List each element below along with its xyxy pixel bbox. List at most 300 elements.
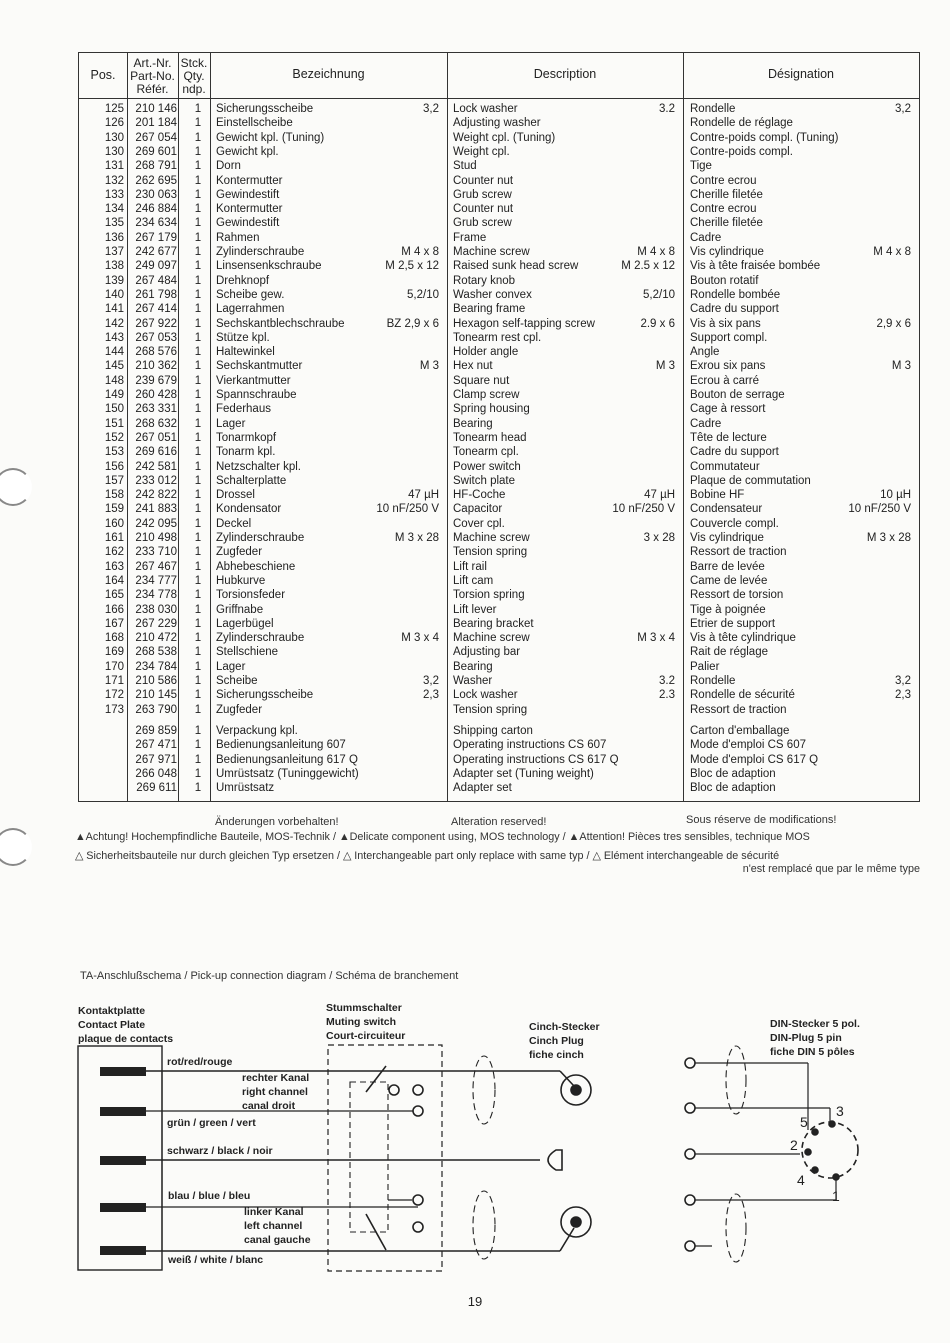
cell-fr: Ecrou à carré — [690, 374, 760, 387]
cell-pos: 144 — [104, 346, 124, 359]
cell-art: 266 048 — [135, 767, 177, 780]
cell-qty: 1 — [194, 417, 202, 430]
safety-note: △ Sicherheitsbauteile nur durch gleichen Typ ersetzen / △ Interchangeable part only replace with same typ / △ Elément interchangeable de sécurité — [75, 850, 780, 862]
cell-de: Federhaus — [216, 403, 271, 416]
cell-art: 210 586 — [135, 675, 177, 687]
cell-frv: 2,3 — [895, 689, 911, 702]
cell-en: Lift rail — [453, 560, 487, 573]
cell-pos: 126 — [104, 117, 124, 130]
cell-art: 267 471 — [135, 739, 177, 752]
cell-env: 3.2 — [659, 675, 675, 687]
contact-4 — [100, 1203, 146, 1212]
cell-fr: Rondelle bombée — [690, 288, 781, 301]
cell-art: 263 331 — [135, 403, 177, 416]
cell-frv: 2,9 x 6 — [876, 317, 911, 330]
cell-pos: 165 — [104, 589, 124, 602]
cell-en: Raised sunk head screw — [453, 260, 579, 273]
cell-qty: 1 — [194, 174, 202, 187]
din-socket — [802, 1122, 858, 1178]
cell-pos: 157 — [104, 474, 124, 487]
table-row — [79, 102, 919, 116]
cell-en: Bearing frame — [453, 303, 526, 316]
cell-art: 268 632 — [135, 417, 177, 430]
cell-frv: 10 µH — [880, 489, 911, 502]
din-pin-4: 4 — [797, 1172, 805, 1188]
cell-pos: 161 — [104, 532, 124, 544]
cell-de: Zylinderschraube — [216, 246, 305, 258]
cell-art: 242 581 — [135, 460, 177, 473]
wire-black-label: schwarz / black / noir — [167, 1145, 273, 1157]
cell-en: Square nut — [453, 374, 510, 387]
cell-fr: Couvercle compl. — [690, 517, 779, 530]
cell-frv: M 3 x 28 — [866, 532, 911, 544]
cell-fr: Cadre du support — [690, 446, 779, 459]
cell-fr: Vis à six pans — [690, 317, 761, 330]
cinch-right — [561, 1075, 591, 1105]
cell-art: 268 538 — [135, 646, 177, 659]
cell-pos: 135 — [104, 217, 124, 230]
table-row — [79, 531, 919, 545]
cell-fr: Condensateur — [690, 503, 763, 516]
cell-art: 261 798 — [135, 288, 177, 301]
cell-de: Umrüstsatz (Tuninggewicht) — [216, 767, 359, 780]
cell-fr: Contre-poids compl. — [690, 145, 793, 158]
cell-qty: 1 — [194, 632, 202, 645]
cell-art: 267 179 — [135, 231, 177, 244]
contact-plate-box — [78, 1046, 162, 1270]
din-pin-3: 3 — [836, 1103, 844, 1119]
contact-5 — [100, 1246, 146, 1255]
page-number: 19 — [467, 1294, 483, 1309]
cell-art: 262 695 — [135, 174, 177, 187]
cell-qty: 1 — [194, 660, 202, 673]
cell-qty: 1 — [194, 446, 202, 459]
cell-qty: 1 — [194, 503, 202, 516]
cell-dev: BZ 2,9 x 6 — [386, 317, 439, 330]
cell-en: Counter nut — [453, 203, 514, 216]
table-row — [79, 317, 919, 331]
cell-de: Zylinderschraube — [216, 532, 305, 544]
cell-qty: 1 — [194, 188, 202, 201]
table-row — [79, 703, 919, 717]
left-channel-label: linker Kanal left channel canal gauche — [244, 1206, 311, 1246]
cell-env: M 3 — [655, 360, 675, 373]
ground-plug — [548, 1150, 562, 1170]
cell-de: Tonarmkopf — [216, 431, 277, 444]
cell-art: 230 063 — [135, 188, 177, 201]
table-row — [79, 460, 919, 474]
contact-1 — [100, 1067, 146, 1076]
cell-frv: 10 nF/250 V — [848, 503, 911, 516]
cell-de: Vierkantmutter — [216, 374, 291, 387]
cell-pos: 131 — [104, 160, 124, 173]
contact-2 — [100, 1107, 146, 1116]
cell-en: Washer convex — [453, 288, 532, 301]
cell-pos: 171 — [104, 675, 124, 687]
cell-fr: Bobine HF — [690, 489, 745, 502]
contact-3 — [100, 1156, 146, 1165]
cell-de: Lager — [216, 417, 246, 430]
cell-de: Sicherungsscheibe — [216, 689, 314, 702]
cell-en: Tonearm head — [453, 431, 527, 444]
cell-pos: 162 — [104, 546, 124, 559]
cell-de: Deckel — [216, 517, 252, 530]
cell-en: Rotary knob — [453, 274, 516, 287]
cell-env: 10 nF/250 V — [612, 503, 675, 516]
cell-art: 210 145 — [135, 689, 177, 702]
table-row — [79, 674, 919, 688]
cell-pos: 172 — [104, 689, 124, 702]
cell-qty: 1 — [194, 246, 202, 258]
cell-en: Switch plate — [453, 474, 516, 487]
cell-de: Drossel — [216, 489, 255, 502]
cell-fr: Rondelle de sécurité — [690, 689, 795, 702]
table-row — [79, 603, 919, 617]
cell-fr: Vis cylindrique — [690, 532, 764, 544]
cell-de: Scheibe — [216, 675, 258, 687]
cell-pos: 158 — [104, 489, 124, 502]
cell-de: Abhebeschiene — [216, 560, 296, 573]
punch-hole-top — [0, 468, 32, 506]
cell-fr: Cadre — [690, 231, 722, 244]
cell-fr: Cherille filetée — [690, 217, 763, 230]
cell-art: 201 184 — [135, 117, 177, 130]
cell-art: 267 051 — [135, 431, 177, 444]
cell-de: Netzschalter kpl. — [216, 460, 302, 473]
cell-en: Lift lever — [453, 603, 497, 616]
table-row — [79, 245, 919, 259]
cell-dev: 10 nF/250 V — [376, 503, 439, 516]
cell-qty: 1 — [194, 703, 202, 716]
cell-de: Haltewinkel — [216, 346, 275, 359]
cell-qty: 1 — [194, 560, 202, 573]
cinch-plug-label: Cinch-Stecker Cinch Plug fiche cinch — [529, 1021, 600, 1061]
cell-art: 267 484 — [135, 274, 177, 287]
cell-de: Gewicht kpl. — [216, 145, 279, 158]
cell-pos: 152 — [104, 431, 124, 444]
cell-de: Rahmen — [216, 231, 260, 244]
cell-qty: 1 — [194, 675, 202, 687]
table-row — [79, 767, 919, 781]
cell-fr: Cherille filetée — [690, 188, 763, 201]
cell-fr: Tête de lecture — [690, 431, 767, 444]
cell-qty: 1 — [194, 589, 202, 602]
cell-fr: Contre-poids compl. (Tuning) — [690, 131, 839, 144]
table-row — [79, 545, 919, 559]
cell-en: Grub screw — [453, 217, 512, 230]
cell-qty: 1 — [194, 374, 202, 387]
cell-art: 210 472 — [135, 632, 177, 645]
cell-qty: 1 — [194, 460, 202, 473]
cell-art: 238 030 — [135, 603, 177, 616]
cell-qty: 1 — [194, 317, 202, 330]
table-row — [79, 517, 919, 531]
cell-de: Sechskantmutter — [216, 360, 303, 373]
cell-pos: 143 — [104, 331, 124, 344]
cell-pos: 163 — [104, 560, 124, 573]
cell-en: Frame — [453, 231, 487, 244]
table-row — [79, 288, 919, 302]
table-row — [79, 631, 919, 645]
table-row — [79, 474, 919, 488]
cell-en: Adjusting bar — [453, 646, 521, 659]
cell-de: Gewindestift — [216, 188, 280, 201]
table-row — [79, 259, 919, 273]
cell-en: Machine screw — [453, 246, 530, 258]
cell-pos: 167 — [104, 617, 124, 630]
cell-art: 242 095 — [135, 517, 177, 530]
cell-pos: 130 — [104, 145, 124, 158]
cell-en: Operating instructions CS 607 — [453, 739, 607, 752]
cell-pos: 168 — [104, 632, 124, 645]
cell-qty: 1 — [194, 753, 202, 766]
cell-env: 3.2 — [659, 103, 675, 115]
diagram-title: TA-Anschlußschema / Pick-up connection diagram / Schéma de branchement — [80, 970, 459, 982]
cell-qty: 1 — [194, 288, 202, 301]
cell-pos: 149 — [104, 389, 124, 401]
punch-hole-bottom — [0, 828, 32, 866]
cell-de: Verpackung kpl. — [216, 725, 298, 737]
cell-art: 267 922 — [135, 317, 177, 330]
cell-qty: 1 — [194, 489, 202, 502]
cell-qty: 1 — [194, 274, 202, 287]
cell-fr: Bloc de adaption — [690, 767, 776, 780]
cell-env: M 3 x 4 — [637, 632, 675, 645]
cell-fr: Bouton de serrage — [690, 389, 785, 401]
cell-en: Weight cpl. — [453, 145, 510, 158]
cell-qty: 1 — [194, 517, 202, 530]
cell-de: Drehknopf — [216, 274, 270, 287]
cell-en: Lift cam — [453, 574, 494, 587]
cell-art: 268 576 — [135, 346, 177, 359]
cell-dev: M 3 x 28 — [394, 532, 439, 544]
table-row — [79, 216, 919, 230]
cell-fr: Rondelle — [690, 675, 736, 687]
cell-en: Tension spring — [453, 703, 528, 716]
cell-env: 5,2/10 — [643, 288, 675, 301]
cell-en: Tonearm cpl. — [453, 446, 519, 459]
cell-en: Machine screw — [453, 632, 530, 645]
cell-art: 239 679 — [135, 374, 177, 387]
cell-en: Adapter set — [453, 782, 512, 795]
cell-dev: 47 µH — [408, 489, 439, 502]
cell-art: 269 611 — [136, 782, 177, 795]
cell-de: Tonarm kpl. — [216, 446, 276, 459]
cell-fr: Bloc de adaption — [690, 782, 776, 795]
safety-note-cont: n'est remplacé que par le même type — [742, 863, 920, 875]
cell-art: 269 601 — [135, 145, 177, 158]
cell-fr: Mode d'emploi CS 617 Q — [690, 753, 819, 766]
table-row — [79, 574, 919, 588]
cell-dev: 3,2 — [423, 675, 439, 687]
cell-fr: Barre de levée — [690, 560, 765, 573]
cell-de: Lager — [216, 660, 246, 673]
cell-de: Sechskantblechschraube — [216, 317, 345, 330]
cell-fr: Tige à poignée — [690, 603, 766, 616]
cell-env: M 2.5 x 12 — [621, 260, 675, 273]
cell-en: Tonearm rest cpl. — [453, 331, 542, 344]
cell-art: 242 822 — [135, 489, 177, 502]
cell-en: Torsion spring — [453, 589, 525, 602]
cell-en: Adapter set (Tuning weight) — [453, 767, 594, 780]
cell-pos: 156 — [104, 460, 124, 473]
cell-de: Einstellscheibe — [216, 117, 293, 130]
table-row — [79, 488, 919, 502]
cell-fr: Ressort de torsion — [690, 589, 784, 602]
table-row — [79, 645, 919, 659]
table-row — [79, 159, 919, 173]
table-row — [79, 738, 919, 752]
cell-qty: 1 — [194, 160, 202, 173]
cell-fr: Came de levée — [690, 574, 768, 587]
cell-en: Tension spring — [453, 546, 528, 559]
cell-qty: 1 — [194, 646, 202, 659]
cell-qty: 1 — [194, 303, 202, 316]
table-row — [79, 359, 919, 373]
cell-fr: Cage à ressort — [690, 403, 766, 416]
table-row — [79, 188, 919, 202]
cell-pos: 170 — [104, 660, 124, 673]
din-pin-1: 1 — [832, 1188, 840, 1204]
cell-qty: 1 — [194, 346, 202, 359]
table-row — [79, 431, 919, 445]
table-row — [79, 202, 919, 216]
cell-qty: 1 — [194, 389, 202, 401]
cell-en: Lock washer — [453, 103, 518, 115]
cell-fr: Bouton rotatif — [690, 274, 759, 287]
cell-art: 267 054 — [135, 131, 177, 144]
cell-de: Sicherungsscheibe — [216, 103, 314, 115]
cell-en: Capacitor — [453, 503, 503, 516]
cell-pos: 141 — [104, 303, 124, 316]
cell-fr: Rondelle de réglage — [690, 117, 793, 130]
cell-frv: 3,2 — [895, 103, 911, 115]
cell-pos: 150 — [104, 403, 124, 416]
cell-pos: 132 — [104, 174, 124, 187]
cell-art: 210 146 — [135, 103, 177, 115]
cell-fr: Vis à tête fraisée bombée — [690, 260, 821, 273]
table-row — [79, 345, 919, 359]
wire-white-label: weiß / white / blanc — [168, 1254, 264, 1266]
cell-frv: M 3 — [891, 360, 911, 373]
cell-de: Zylinderschraube — [216, 632, 305, 645]
cell-en: Grub screw — [453, 188, 512, 201]
cell-de: Lagerrahmen — [216, 303, 285, 316]
din-plug-label: DIN-Stecker 5 pol. DIN-Plug 5 pin fiche DIN 5 pôles — [770, 1018, 860, 1058]
cell-fr: Palier — [690, 660, 720, 673]
cell-pos: 164 — [104, 574, 124, 587]
header-pos: Pos. — [90, 68, 116, 82]
cell-en: Adjusting washer — [453, 117, 541, 130]
cell-de: Umrüstsatz — [216, 782, 275, 795]
cell-env: 3 x 28 — [643, 532, 675, 544]
cell-art: 267 414 — [135, 303, 177, 316]
cell-frv: M 4 x 8 — [873, 246, 911, 258]
cell-en: Bearing — [453, 417, 493, 430]
cell-qty: 1 — [194, 431, 202, 444]
cell-qty: 1 — [194, 474, 202, 487]
cell-de: Gewicht kpl. (Tuning) — [216, 131, 325, 144]
cell-pos: 159 — [104, 503, 124, 516]
cell-de: Kondensator — [216, 503, 282, 516]
cell-art: 267 971 — [135, 753, 177, 766]
cell-env: 2.3 — [659, 689, 675, 702]
cell-fr: Ressort de traction — [690, 546, 787, 559]
muting-switch-box — [328, 1045, 442, 1271]
table-row — [79, 781, 919, 795]
cell-en: Spring housing — [453, 403, 530, 416]
cell-qty: 1 — [194, 331, 202, 344]
cell-en: Stud — [453, 160, 477, 173]
cell-pos: 145 — [104, 360, 124, 373]
cell-fr: Ressort de traction — [690, 703, 787, 716]
cell-fr: Contre ecrou — [690, 174, 757, 187]
cell-qty: 1 — [194, 782, 202, 795]
table-row — [79, 174, 919, 188]
cell-art: 267 229 — [135, 617, 177, 630]
cell-en: Machine screw — [453, 532, 530, 544]
cell-dev: 5,2/10 — [407, 288, 439, 301]
cell-qty: 1 — [194, 532, 202, 544]
cell-fr: Rondelle — [690, 103, 736, 115]
cell-art: 210 362 — [135, 360, 177, 373]
cell-dev: M 2,5 x 12 — [385, 260, 439, 273]
cell-art: 242 677 — [135, 246, 177, 258]
cell-fr: Etrier de support — [690, 617, 776, 630]
wire-green-label: grün / green / vert — [167, 1117, 256, 1129]
mos-warning: ▲Achtung! Hochempfindliche Bauteile, MOS-Technik / ▲Delicate component using, MOS technology / ▲Attention! Pièces tres sensibles, technique MOS — [75, 831, 810, 843]
muting-switch-label: Stummschalter Muting switch Court-circuiteur — [326, 1002, 406, 1042]
cell-env: M 4 x 8 — [637, 246, 675, 258]
cell-de: Schalterplatte — [216, 474, 287, 487]
table-row — [79, 688, 919, 702]
cell-pos: 138 — [104, 260, 124, 273]
cell-fr: Cadre du support — [690, 303, 779, 316]
cell-pos: 137 — [104, 246, 124, 258]
cell-fr: Support compl. — [690, 331, 768, 344]
cell-qty: 1 — [194, 403, 202, 416]
cell-de: Zugfeder — [216, 703, 263, 716]
cell-qty: 1 — [194, 603, 202, 616]
header-designation: Désignation — [767, 67, 834, 81]
cell-pos: 148 — [104, 374, 124, 387]
cell-en: Lock washer — [453, 689, 518, 702]
cell-art: 269 616 — [135, 446, 177, 459]
cell-en: Washer — [453, 675, 493, 687]
cell-qty: 1 — [194, 203, 202, 216]
cell-qty: 1 — [194, 260, 202, 273]
cell-fr: Vis cylindrique — [690, 246, 764, 258]
cell-pos: 134 — [104, 203, 124, 216]
cell-en: Hexagon self-tapping screw — [453, 317, 595, 330]
cell-qty: 1 — [194, 360, 202, 373]
cell-fr: Mode d'emploi CS 607 — [690, 739, 806, 752]
cell-de: Stütze kpl. — [216, 331, 270, 344]
cell-pos: 160 — [104, 517, 124, 530]
cell-de: Spannschraube — [216, 389, 297, 401]
header-bezeichnung: Bezeichnung — [292, 67, 365, 81]
cell-frv: 3,2 — [895, 675, 911, 687]
cell-art: 269 859 — [135, 725, 177, 737]
cell-pos: 136 — [104, 231, 124, 244]
table-row — [79, 417, 919, 431]
cell-qty: 1 — [194, 617, 202, 630]
cell-fr: Plaque de commutation — [690, 474, 811, 487]
table-row — [79, 331, 919, 345]
cell-en: Hex nut — [453, 360, 493, 373]
cinch-left — [561, 1207, 591, 1237]
cell-fr: Exrou six pans — [690, 360, 766, 373]
